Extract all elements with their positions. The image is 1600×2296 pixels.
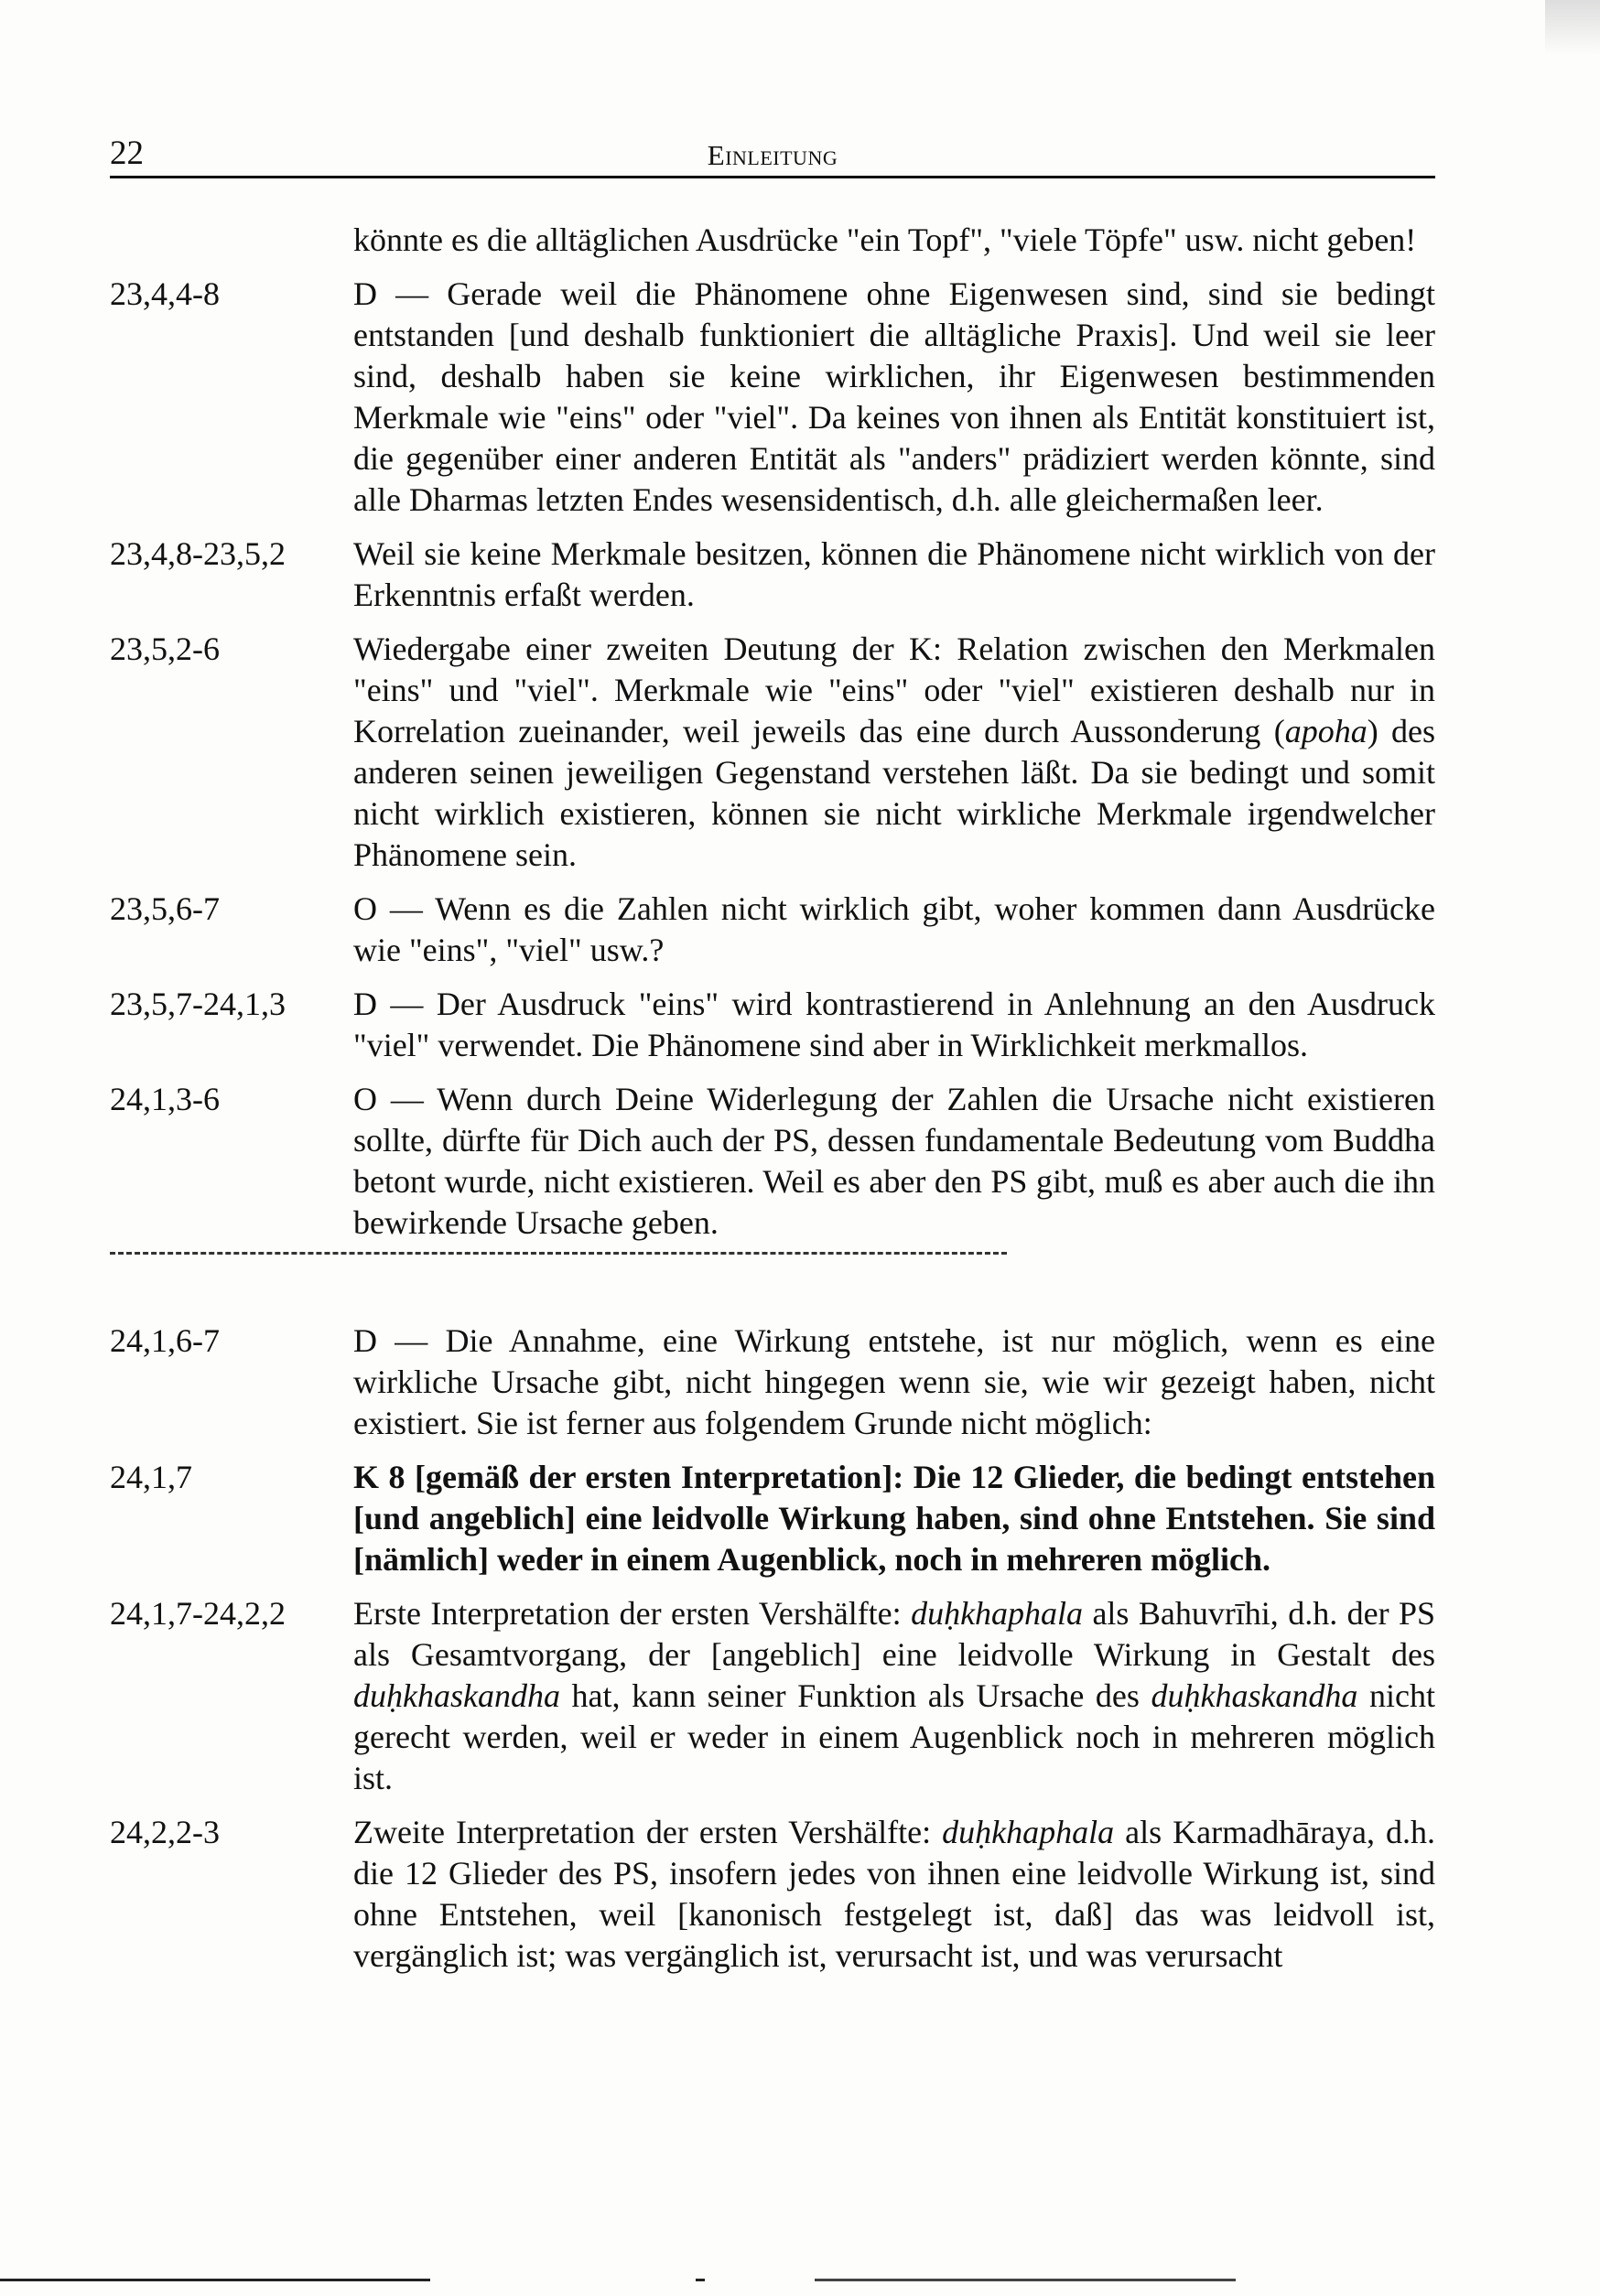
passage-reference: 23,5,7-24,1,3 bbox=[110, 986, 286, 1022]
commentary-entry bbox=[110, 220, 1435, 261]
commentary-entry bbox=[110, 534, 1435, 616]
commentary-entry bbox=[110, 274, 1435, 521]
commentary-entry bbox=[110, 1593, 1435, 1799]
commentary-text: Wiedergabe einer zweiten Deutung der K: Relation zwischen den Merkmalen "eins" und "viel". Merkmale wie "eins" oder "viel" existieren deshalb nur in Korrelation zueinander, weil jeweils das eine durch Aussonderung (apoha) des anderen seinen jeweiligen Gegenstand verstehen läßt. Da sie bedingt und somit nicht wirklich existieren, können sie nicht wirkliche Merkmale irgendwelcher Phänomene sein. bbox=[353, 631, 1435, 873]
commentary-text: Erste Interpretation der ersten Vershälfte: duḥkhaphala als Bahuvrīhi, d.h. der PS als Gesamtvorgang, der [angeblich] eine leidvolle Wirkung in Gestalt des duḥkhaskandha hat, kann seiner Funktion als Ursache des duḥkhaskandha nicht gerecht werden, weil er weder in einem Augenblick noch in mehreren möglich ist. bbox=[353, 1595, 1435, 1796]
passage-reference: 24,2,2-3 bbox=[110, 1814, 220, 1850]
passage-reference: 23,4,8-23,5,2 bbox=[110, 535, 286, 572]
passage-reference: 24,1,3-6 bbox=[110, 1081, 220, 1117]
passage-reference: 24,1,6-7 bbox=[110, 1322, 220, 1359]
page-header bbox=[110, 128, 1435, 178]
scan-artifact bbox=[1545, 0, 1600, 55]
commentary-entry bbox=[110, 889, 1435, 971]
passage-reference: 23,4,4-8 bbox=[110, 275, 220, 312]
bottom-scan-rule bbox=[0, 2279, 1600, 2281]
passage-reference: 24,1,7 bbox=[110, 1459, 192, 1495]
commentary-text: D — Der Ausdruck "eins" wird kontrastierend in Anlehnung an den Ausdruck "viel" verwendet. Die Phänomene sind aber in Wirklichkeit merkmallos. bbox=[353, 986, 1435, 1063]
commentary-entry bbox=[110, 984, 1435, 1066]
commentary-entry bbox=[110, 1079, 1435, 1244]
commentary-text: D — Gerade weil die Phänomene ohne Eigenwesen sind, sind sie bedingt entstanden [und deshalb funktioniert die alltägliche Praxis]. Und weil sie leer sind, deshalb haben sie keine wirklichen, ihr Eigenwesen bestimmenden Merkmale wie "eins" oder "viel". Da keines von ihnen als Entität konstituiert ist, die gegenüber einer anderen Entität als "anders" prädiziert werden könnte, sind alle Dharmas letzten Endes wesensidentisch, d.h. alle gleichermaßen leer. bbox=[353, 275, 1435, 518]
commentary-entries bbox=[110, 220, 1435, 1989]
passage-reference: 23,5,2-6 bbox=[110, 631, 220, 667]
commentary-entry bbox=[110, 1320, 1435, 1444]
passage-reference: 23,5,6-7 bbox=[110, 890, 220, 927]
commentary-text: könnte es die alltäglichen Ausdrücke "ein Topf", "viele Töpfe" usw. nicht geben! bbox=[353, 221, 1417, 258]
passage-reference: 24,1,7-24,2,2 bbox=[110, 1595, 286, 1632]
commentary-text: Weil sie keine Merkmale besitzen, können die Phänomene nicht wirklich von der Erkenntnis erfaßt werden. bbox=[353, 535, 1435, 613]
section-separator bbox=[110, 1252, 1007, 1255]
commentary-text: O — Wenn durch Deine Widerlegung der Zahlen die Ursache nicht existieren sollte, dürfte für Dich auch der PS, dessen fundamentale Bedeutung vom Buddha betont wurde, nicht existieren. Weil es aber den PS gibt, muß es aber auch die ihn bewirkende Ursache geben. bbox=[353, 1081, 1435, 1241]
commentary-text: D — Die Annahme, eine Wirkung entstehe, ist nur möglich, wenn es eine wirkliche Ursache gibt, nicht hingegen wenn sie, wie wir gezeigt haben, nicht existiert. Sie ist ferner aus folgendem Grunde nicht möglich: bbox=[353, 1322, 1435, 1441]
running-head: Einleitung bbox=[707, 139, 838, 171]
commentary-entry bbox=[110, 1457, 1435, 1580]
karika-verse: K 8 [gemäß der ersten Interpretation]: Die 12 Glieder, die bedingt entstehen [und angeblich] eine leidvolle Wirkung haben, sind ohne Entstehen. Sie sind [nämlich] weder in einem Augenblick, noch in mehreren möglich. bbox=[353, 1459, 1435, 1578]
commentary-entry bbox=[110, 1812, 1435, 1977]
commentary-text: Zweite Interpretation der ersten Vershälfte: duḥkhaphala als Karmadhāraya, d.h. die 12 Glieder des PS, insofern jedes von ihnen eine leidvolle Wirkung ist, sind ohne Entstehen, weil [kanonisch festgelegt ist, daß] das was leidvoll ist, vergänglich ist; was vergänglich ist, verursacht ist, und was verursacht bbox=[353, 1814, 1435, 1974]
page-number: 22 bbox=[110, 135, 144, 172]
commentary-text: O — Wenn es die Zahlen nicht wirklich gibt, woher kommen dann Ausdrücke wie "eins", "viel" usw.? bbox=[353, 890, 1435, 968]
commentary-entry bbox=[110, 629, 1435, 876]
